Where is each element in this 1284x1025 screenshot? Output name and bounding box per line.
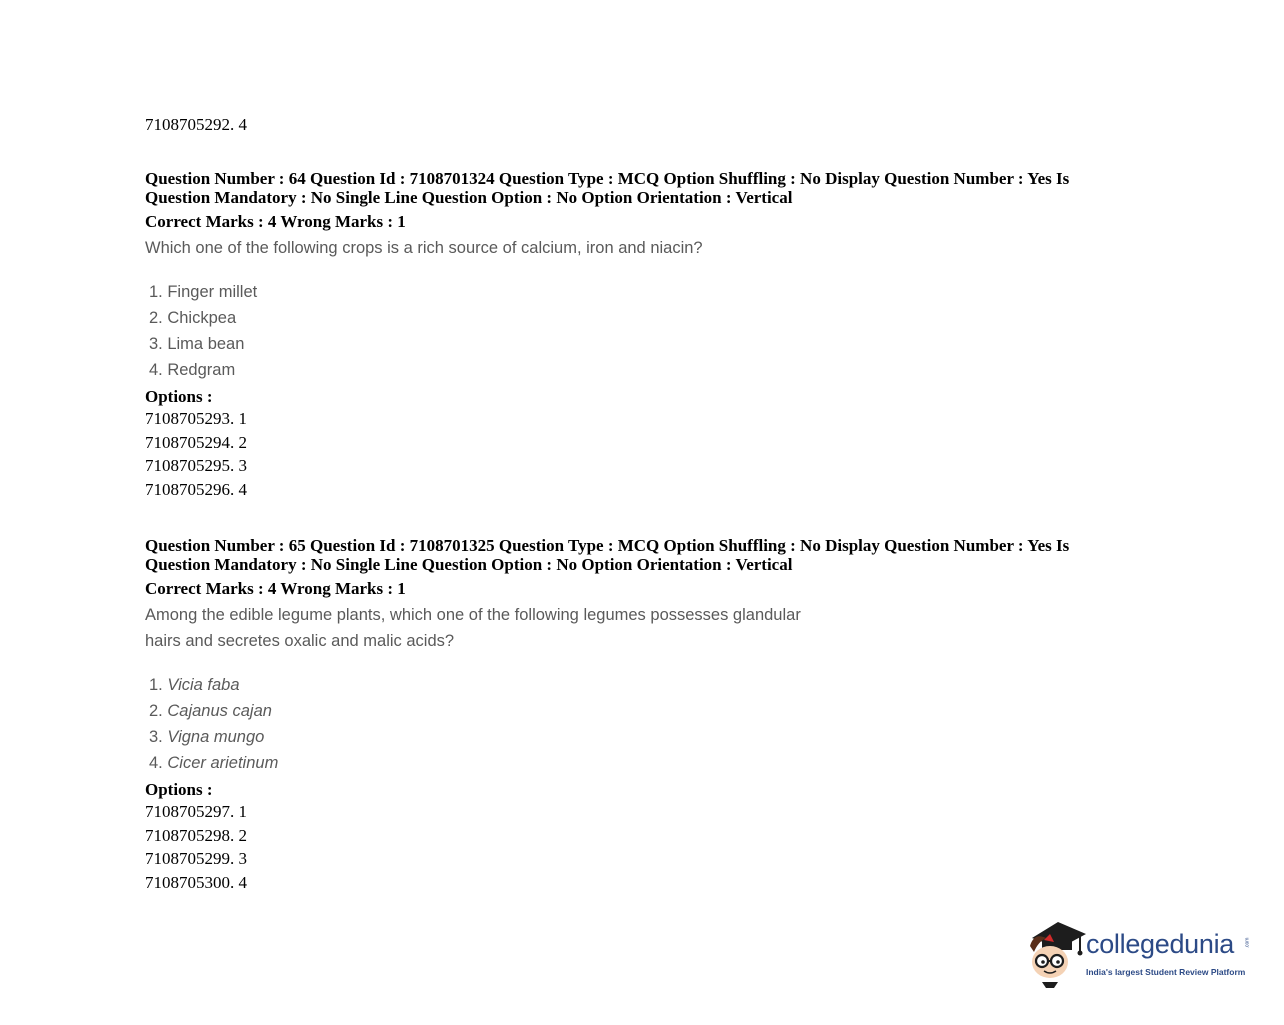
- choice-number: 3.: [149, 728, 168, 746]
- option-item: 7108705299. 3: [145, 849, 247, 869]
- question-64-header-line1: Question Number : 64 Question Id : 7108701324 Question Type : MCQ Option Shuffling : No Display Question Number : Yes Is: [145, 169, 1070, 188]
- choice-number: 1.: [149, 676, 168, 694]
- choice-item: [149, 672, 278, 698]
- question-64-options: [145, 407, 247, 502]
- option-item: 7108705300. 4: [145, 873, 247, 893]
- choice-species-name: Vicia faba: [167, 676, 240, 694]
- question-64-options-label: Options :: [145, 387, 213, 406]
- option-item: 7108705295. 3: [145, 456, 247, 476]
- option-item: 7108705296. 4: [145, 480, 247, 500]
- logo-suffix: .com: [1244, 937, 1251, 949]
- question-65-header-line2: Question Mandatory : No Single Line Question Option : No Option Orientation : Vertical: [145, 555, 793, 574]
- question-65-choices: [149, 672, 278, 776]
- choice-item: [149, 724, 278, 750]
- choice-item: 1. Finger millet: [149, 283, 258, 301]
- logo-wordmark: collegedunia: [1086, 929, 1235, 959]
- option-item: 7108705298. 2: [145, 825, 247, 845]
- choice-species-name: Cicer arietinum: [167, 754, 279, 772]
- choice-number: 2.: [149, 702, 168, 720]
- previous-option-line: 7108705292. 4: [145, 115, 247, 134]
- choice-item: 3. Lima bean: [149, 335, 245, 353]
- choice-item: [149, 750, 278, 776]
- question-65-options-label: Options :: [145, 780, 213, 799]
- option-item: 7108705293. 1: [145, 409, 247, 428]
- choice-item: 4. Redgram: [149, 361, 236, 379]
- option-item: 7108705294. 2: [145, 432, 247, 452]
- question-64-header-line2: Question Mandatory : No Single Line Question Option : No Option Orientation : Vertical: [145, 188, 793, 207]
- question-65-text: [145, 602, 801, 654]
- question-65-options: [145, 800, 247, 895]
- question-64-text-line1: Which one of the following crops is a rich source of calcium, iron and niacin?: [145, 239, 703, 257]
- question-64-marks: Correct Marks : 4 Wrong Marks : 1: [145, 212, 406, 231]
- choice-item: 2. Chickpea: [149, 309, 237, 327]
- choice-species-name: Cajanus cajan: [167, 702, 272, 720]
- question-65-marks: Correct Marks : 4 Wrong Marks : 1: [145, 579, 406, 598]
- student-mascot-icon: [1024, 916, 1088, 992]
- logo-tagline: India's largest Student Review Platform: [1086, 967, 1246, 977]
- choice-item: [149, 698, 278, 724]
- question-64-header: [145, 169, 1145, 207]
- collegedunia-logo: [1024, 916, 1264, 996]
- question-65-text-line1: Among the edible legume plants, which one of the following legumes possesses glandular: [145, 606, 801, 624]
- option-item: 7108705297. 1: [145, 802, 247, 821]
- question-65-header-line1: Question Number : 65 Question Id : 7108701325 Question Type : MCQ Option Shuffling : No Display Question Number : Yes Is: [145, 536, 1070, 555]
- choice-number: 4.: [149, 754, 168, 772]
- question-64-choices: [149, 279, 257, 383]
- question-65-header: [145, 536, 1145, 574]
- question-64-text: [145, 235, 703, 261]
- choice-species-name: Vigna mungo: [167, 728, 265, 746]
- question-65-text-line2: hairs and secretes oxalic and malic acids?: [145, 632, 455, 650]
